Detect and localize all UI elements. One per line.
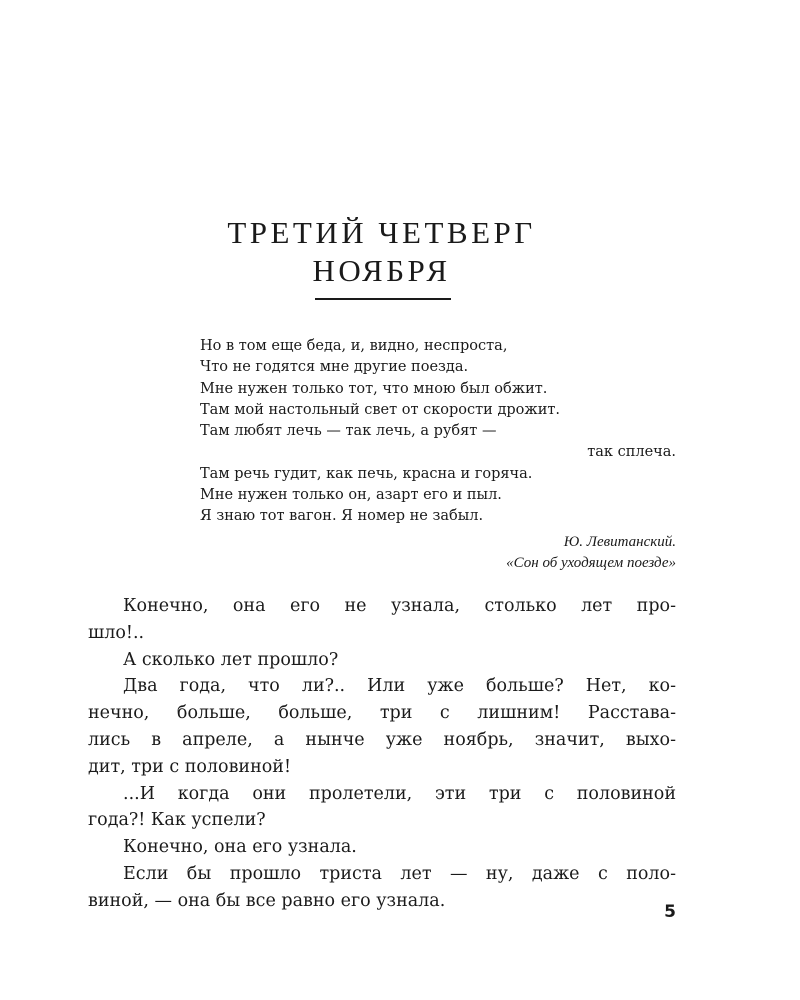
chapter-title-line-1: ТРЕТИЙ ЧЕТВЕРГ [227,215,536,250]
page-number: 5 [664,902,676,922]
paragraph-line: дит, три с половиной! [88,756,291,777]
paragraph-line: А сколько лет прошло? [123,649,339,670]
epigraph-line: Там речь гудит, как печь, красна и горяча. [200,465,533,482]
paragraph-line: Если бы прошло триста лет — ну, даже с поло- [123,863,676,884]
paragraph-line: Конечно, она его не узнала, столько лет про- [123,596,676,616]
title-divider [315,298,451,300]
paragraph-line: нечно, больше, больше, три с лишним! Расстава- [88,703,676,724]
body-text [88,593,676,915]
epigraph-line: Мне нужен только он, азарт его и пыл. [200,487,502,504]
epigraph-line: Что не годятся мне другие поезда. [200,359,469,376]
epigraph-line-continuation: так сплеча. [587,444,676,461]
chapter-title [0,214,763,290]
epigraph-line: Там мой настольный свет от скорости дрожит. [200,401,561,418]
epigraph-attribution [200,532,676,574]
epigraph-poem [200,336,676,528]
epigraph-source: «Сон об уходящем поезде» [506,555,676,571]
paragraph-line: лись в апреле, а нынче уже ноябрь, значит, выхо- [88,729,676,750]
epigraph-line: Но в том еще беда, и, видно, неспроста, [200,338,508,354]
epigraph-line: Я знаю тот вагон. Я номер не забыл. [200,508,484,525]
paragraph-line: года?! Как успели? [88,810,266,831]
paragraph-line: Два года, что ли?.. Или уже больше? Нет, ко- [123,676,676,697]
paragraph-line: ...И когда они пролетели, эти три с половиной [123,783,676,804]
epigraph-line: Там любят лечь — так лечь, а рубят — [200,423,497,440]
chapter-title-line-2: НОЯБРЯ [312,253,451,288]
epigraph-line: Мне нужен только тот, что мною был обжит. [200,380,548,397]
epigraph-author: Ю. Левитанский. [563,534,676,550]
paragraph-line: Конечно, она его узнала. [123,837,357,858]
paragraph-line: виной, — она бы все равно его узнала. [88,890,446,911]
paragraph-line: шло!.. [88,622,145,643]
